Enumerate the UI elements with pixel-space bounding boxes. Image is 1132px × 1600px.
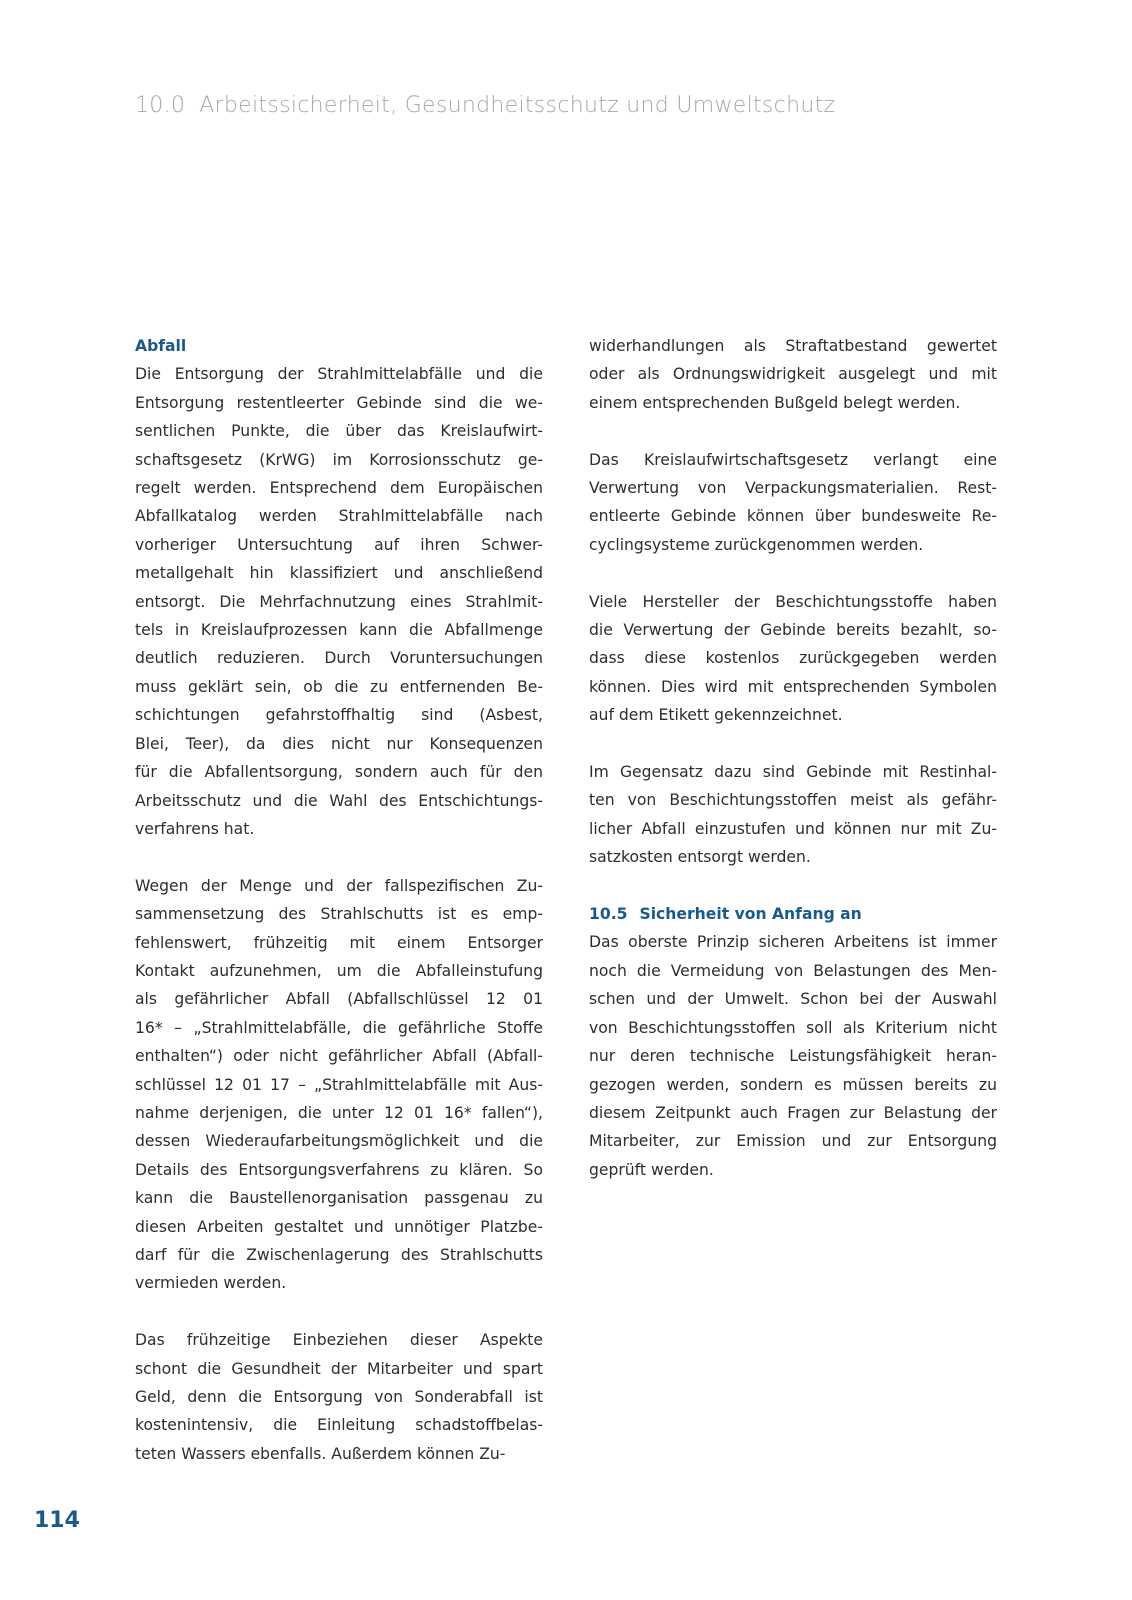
text-line: auf dem Etikett gekennzeichnet. [589,706,843,725]
section-title: Sicherheit von Anfang an [639,905,862,924]
text-line: fehlenswert, frühzeitig mit einem Entsorger [135,933,543,952]
text-line: noch die Vermeidung von Belastungen des Men- [589,961,997,980]
right-column [589,332,997,1184]
text-line: schlüssel 12 01 17 – „Strahlmittelabfälle mit Aus- [135,1075,543,1094]
text-line: teten Wassers ebenfalls. Außerdem können Zu- [135,1444,506,1463]
paragraph [589,332,997,417]
paragraph [589,758,997,872]
text-line: schichtungen gefahrstoffhaltig sind (Asbest, [135,706,543,725]
running-header [135,93,835,118]
text-line: oder als Ordnungswidrigkeit ausgelegt und mit [589,365,997,384]
text-line: muss geklärt sein, ob die zu entfernenden Be- [135,677,543,696]
text-line: Das frühzeitige Einbeziehen dieser Aspekte [135,1331,543,1350]
text-line: widerhandlungen als Straftatbestand gewertet [589,337,997,355]
text-line: Blei, Teer), da dies nicht nur Konsequenzen [135,734,543,753]
text-line: licher Abfall einzustufen und können nur mit Zu- [589,819,997,838]
left-paragraphs [135,360,543,1468]
text-line: entleerte Gebinde können über bundesweite Re- [589,507,997,526]
text-line: schen und der Umwelt. Schon bei der Auswahl [589,990,997,1009]
text-line: vermieden werden. [135,1274,287,1293]
text-line: die Verwertung der Gebinde bereits bezahlt, so- [589,621,997,640]
text-line: enthalten“) oder nicht gefährlicher Abfall (Abfall- [135,1047,543,1066]
text-line: kostenintensiv, die Einleitung schadstoffbelas- [135,1416,543,1435]
text-line: deutlich reduzieren. Durch Voruntersuchungen [135,649,543,668]
page-number: 114 [34,1508,80,1533]
text-line: nur deren technische Leistungsfähigkeit heran- [589,1047,997,1066]
text-line: nahme derjenigen, die unter 12 01 16* fallen“), [135,1103,543,1122]
text-line: von Beschichtungsstoffen soll als Kriterium nicht [589,1018,997,1037]
chapter-number: 10.0 [135,93,186,118]
text-line: ten von Beschichtungsstoffen meist als gefähr- [589,791,997,810]
text-line: Das oberste Prinzip sicheren Arbeitens ist immer [589,933,997,952]
text-line: dessen Wiederaufarbeitungsmöglichkeit und die [135,1132,543,1151]
text-line: kann die Baustellenorganisation passgenau zu [135,1189,543,1208]
paragraph [135,1326,543,1468]
text-line: Entsorgung restentleerter Gebinde sind die we- [135,393,543,412]
text-line: Die Entsorgung der Strahlmittelabfälle und die [135,365,543,384]
text-line: einem entsprechenden Bußgeld belegt werden. [589,393,961,412]
text-line: Mitarbeiter, zur Emission und zur Entsorgung [589,1132,997,1151]
section-paragraph [589,928,997,1184]
text-line: regelt werden. Entsprechend dem Europäischen [135,479,543,498]
text-line: können. Dies wird mit entsprechenden Symbolen [589,677,997,696]
text-line: dass diese kostenlos zurückgegeben werden [589,649,997,668]
text-line: Details des Entsorgungsverfahrens zu klären. So [135,1160,543,1179]
text-line: Wegen der Menge und der fallspezifischen Zu- [135,876,543,895]
text-line: sammensetzung des Strahlschutts ist es emp- [135,905,543,924]
left-column [135,332,543,1468]
paragraph [589,588,997,730]
text-line: Arbeitsschutz und die Wahl des Entschichtungs- [135,791,543,810]
text-line: als gefährlicher Abfall (Abfallschlüssel 12 01 [135,990,543,1009]
text-line: Kontakt aufzunehmen, um die Abfalleinstufung [135,961,543,980]
paragraph [589,928,997,1184]
text-line: metallgehalt hin klassifiziert und anschließend [135,564,543,583]
text-line: schont die Gesundheit der Mitarbeiter und spart [135,1359,543,1378]
text-line: Geld, denn die Entsorgung von Sonderabfall ist [135,1388,543,1406]
text-line: geprüft werden. [589,1160,714,1179]
text-line: Im Gegensatz dazu sind Gebinde mit Restinhal- [589,763,997,782]
text-line: tels in Kreislaufprozessen kann die Abfallmenge [135,621,543,640]
text-line: Viele Hersteller der Beschichtungsstoffe haben [589,592,997,611]
text-line: vorheriger Untersuchtung auf ihren Schwer- [135,535,543,554]
text-line: gezogen werden, sondern es müssen bereits zu [589,1075,997,1094]
text-line: Verwertung von Verpackungsmaterialien. Rest- [589,479,997,498]
paragraph [135,872,543,1298]
text-line: darf für die Zwischenlagerung des Strahlschutts [135,1245,543,1264]
section-heading-abfall: Abfall [135,337,187,355]
text-line: diesem Zeitpunkt auch Fragen zur Belastung der [589,1103,997,1122]
text-line: schaftsgesetz (KrWG) im Korrosionsschutz ge- [135,450,543,469]
text-line: verfahrens hat. [135,819,255,838]
text-line: Abfallkatalog werden Strahlmittelabfälle nach [135,507,543,526]
text-line: sentlichen Punkte, die über das Kreislaufwirt- [135,422,543,441]
section-heading-10-5 [589,900,997,928]
text-line: Das Kreislaufwirtschaftsgesetz verlangt eine [589,450,997,469]
chapter-title: Arbeitssicherheit, Gesundheitsschutz und Umweltschutz [199,93,836,118]
paragraph [135,360,543,843]
right-paragraphs [589,332,997,872]
text-line: für die Abfallentsorgung, sondern auch für den [135,763,543,782]
text-line: cyclingsysteme zurückgenommen werden. [589,535,924,554]
text-line: satzkosten entsorgt werden. [589,848,811,867]
paragraph [589,446,997,560]
section-number: 10.5 [589,905,628,924]
text-line: entsorgt. Die Mehrfachnutzung eines Strahlmit- [135,592,543,611]
text-line: 16* – „Strahlmittelabfälle, die gefährliche Stoffe [135,1018,543,1037]
text-line: diesen Arbeiten gestaltet und unnötiger Platzbe- [135,1217,543,1236]
